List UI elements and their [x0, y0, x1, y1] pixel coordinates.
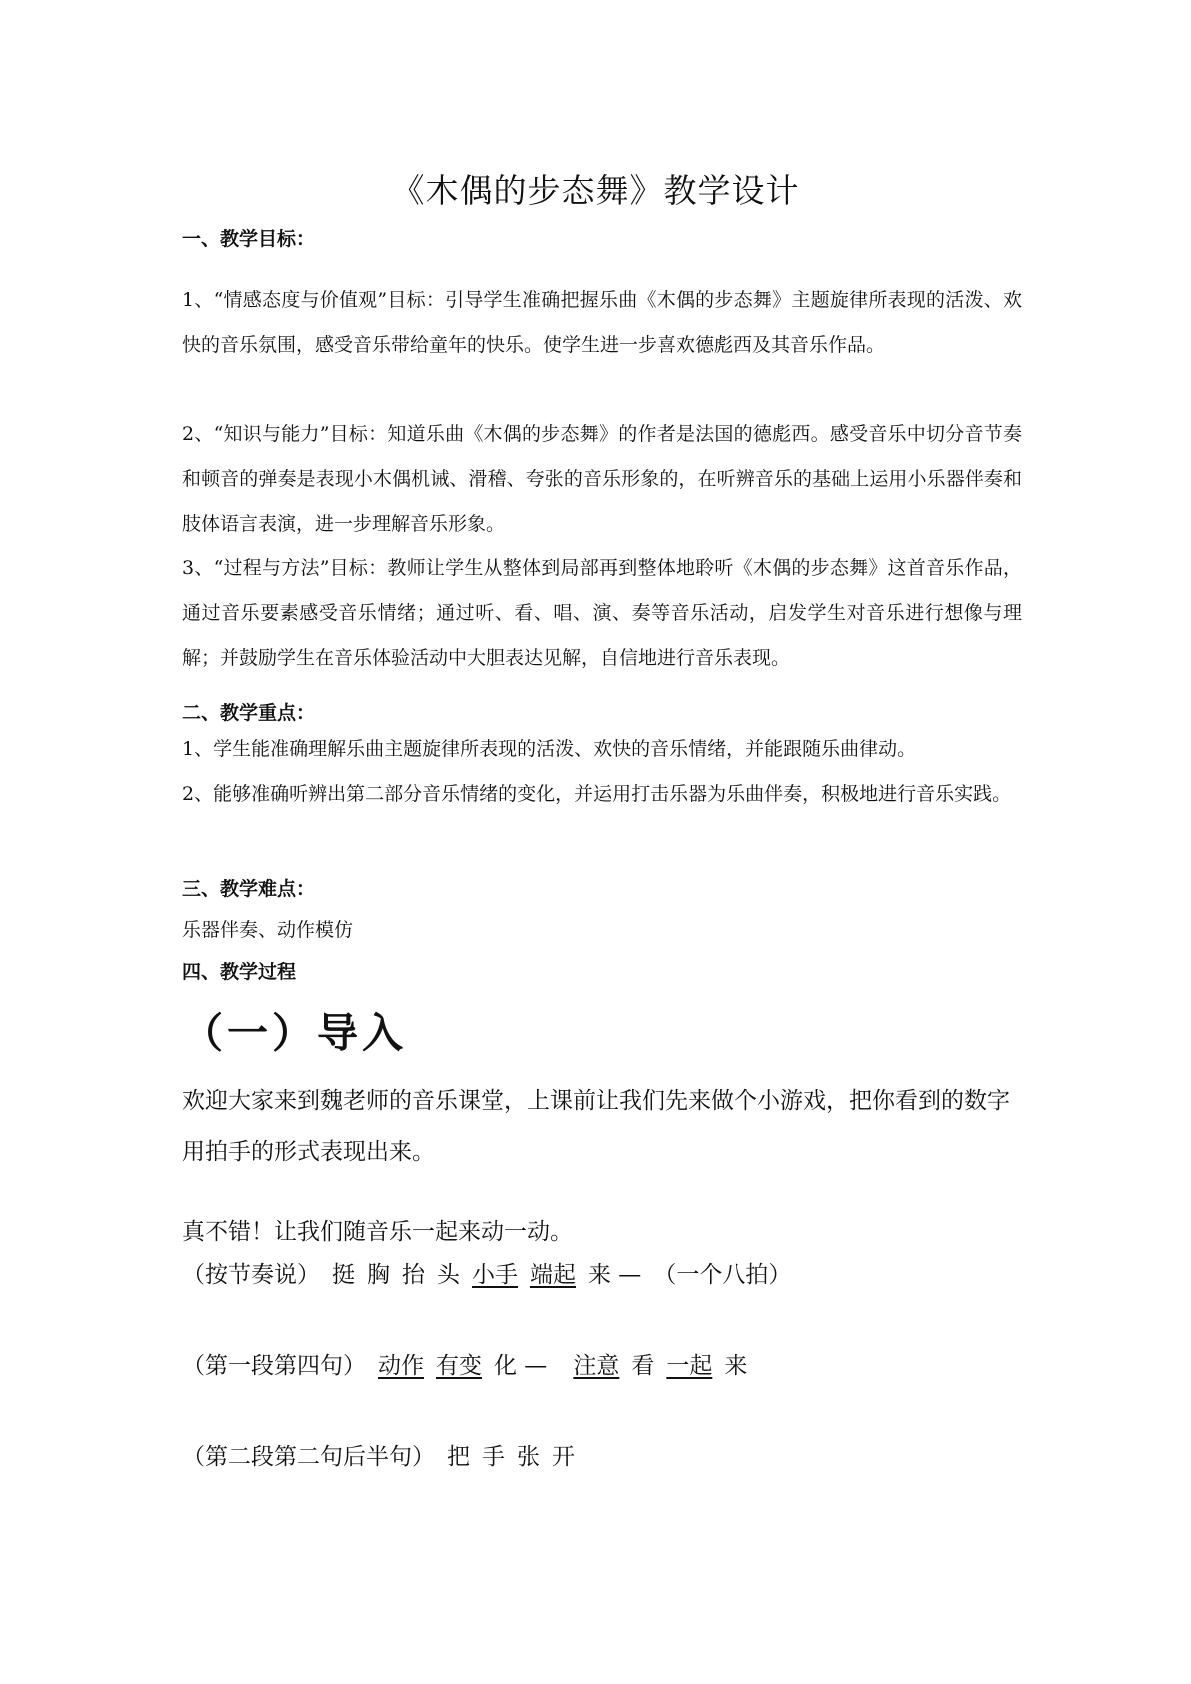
rhythm-1-word: 抬: [402, 1262, 425, 1288]
rhythm-2-word-underlined: 注意: [573, 1353, 620, 1379]
rhythm-3-word: 把: [447, 1444, 470, 1470]
rhythm-3-word: 张: [517, 1444, 540, 1470]
document-title: 《木偶的步态舞》教学设计: [391, 171, 800, 210]
rhythm-2-word: 来: [724, 1353, 748, 1379]
rhythm-3-word: 手: [482, 1444, 505, 1470]
rhythm-1-note: （一个八拍）: [653, 1262, 792, 1288]
subheading-introduction: （一）导入: [182, 1009, 407, 1057]
section-heading-process: 四、教学过程: [182, 961, 297, 983]
rhythm-3-label: （第二段第二句后半句）: [182, 1444, 435, 1470]
praise-line: 真不错！让我们随音乐一起来动一动。: [182, 1219, 573, 1245]
difficulties-text: 乐器伴奏、动作模仿: [182, 919, 354, 941]
rhythm-1-label: （按节奏说）: [182, 1262, 320, 1288]
objective-item-3: 3、“过程与方法”目标：教师让学生从整体到局部再到整体地聆听《木偶的步态舞》这首音乐作品，通过音乐要素感受音乐情绪；通过听、看、唱、演、奏等音乐活动，启发学生对音乐进行想像与理解；并鼓励学生在音乐体验活动中大胆表达见解，自信地进行音乐表现。: [182, 557, 1022, 669]
section-heading-objectives: 一、教学目标：: [182, 228, 316, 250]
rhythm-1-word: 胸: [367, 1262, 390, 1288]
rhythm-1-word: 头: [437, 1262, 460, 1288]
rhythm-1-word: 挺: [332, 1262, 355, 1288]
rhythm-2-word-underlined: 有变: [436, 1353, 482, 1379]
objective-item-2: 2、“知识与能力”目标：知道乐曲《木偶的步态舞》的作者是法国的德彪西。感受音乐中切分音节奏和顿音的弹奏是表现小木偶机诫、滑稽、夸张的音乐形象的，在听辨音乐的基础上运用小乐器伴奏和肢体语言表演，进一步理解音乐形象。: [182, 423, 1022, 535]
rhythm-2-word: 看: [631, 1353, 655, 1379]
key-point-item-2: 2、能够准确听辨出第二部分音乐情绪的变化，并运用打击乐器为乐曲伴奏，积极地进行音乐实践。: [182, 783, 1012, 805]
section-heading-key-points: 二、教学重点：: [182, 702, 316, 724]
rhythm-1-word-underlined: 端起: [530, 1262, 576, 1288]
rhythm-2-word-underlined: 一起: [666, 1353, 713, 1379]
rhythm-3-word: 开: [552, 1444, 575, 1470]
section-heading-difficulties: 三、教学难点：: [182, 878, 316, 900]
rhythm-2-label: （第一段第四句）: [182, 1353, 366, 1379]
rhythm-2-word: 化 —: [494, 1353, 548, 1379]
rhythm-2-word-underlined: 动作: [378, 1353, 424, 1379]
rhythm-line-1: [182, 1256, 791, 1289]
rhythm-line-2: [182, 1347, 747, 1380]
introduction-paragraph: 欢迎大家来到魏老师的音乐课堂，上课前让我们先来做个小游戏，把你看到的数字用拍手的形式表现出来。: [182, 1088, 1010, 1165]
rhythm-1-word: 来 —: [588, 1262, 642, 1288]
rhythm-1-word-underlined: 小手: [472, 1262, 518, 1288]
objective-item-1: 1、“情感态度与价值观”目标：引导学生准确把握乐曲《木偶的步态舞》主题旋律所表现的活泼、欢快的音乐氛围，感受音乐带给童年的快乐。使学生进一步喜欢德彪西及其音乐作品。: [182, 289, 1022, 356]
key-point-item-1: 1、学生能准确理解乐曲主题旋律所表现的活泼、欢快的音乐情绪，并能跟随乐曲律动。: [182, 738, 917, 760]
rhythm-line-3: [182, 1438, 575, 1471]
